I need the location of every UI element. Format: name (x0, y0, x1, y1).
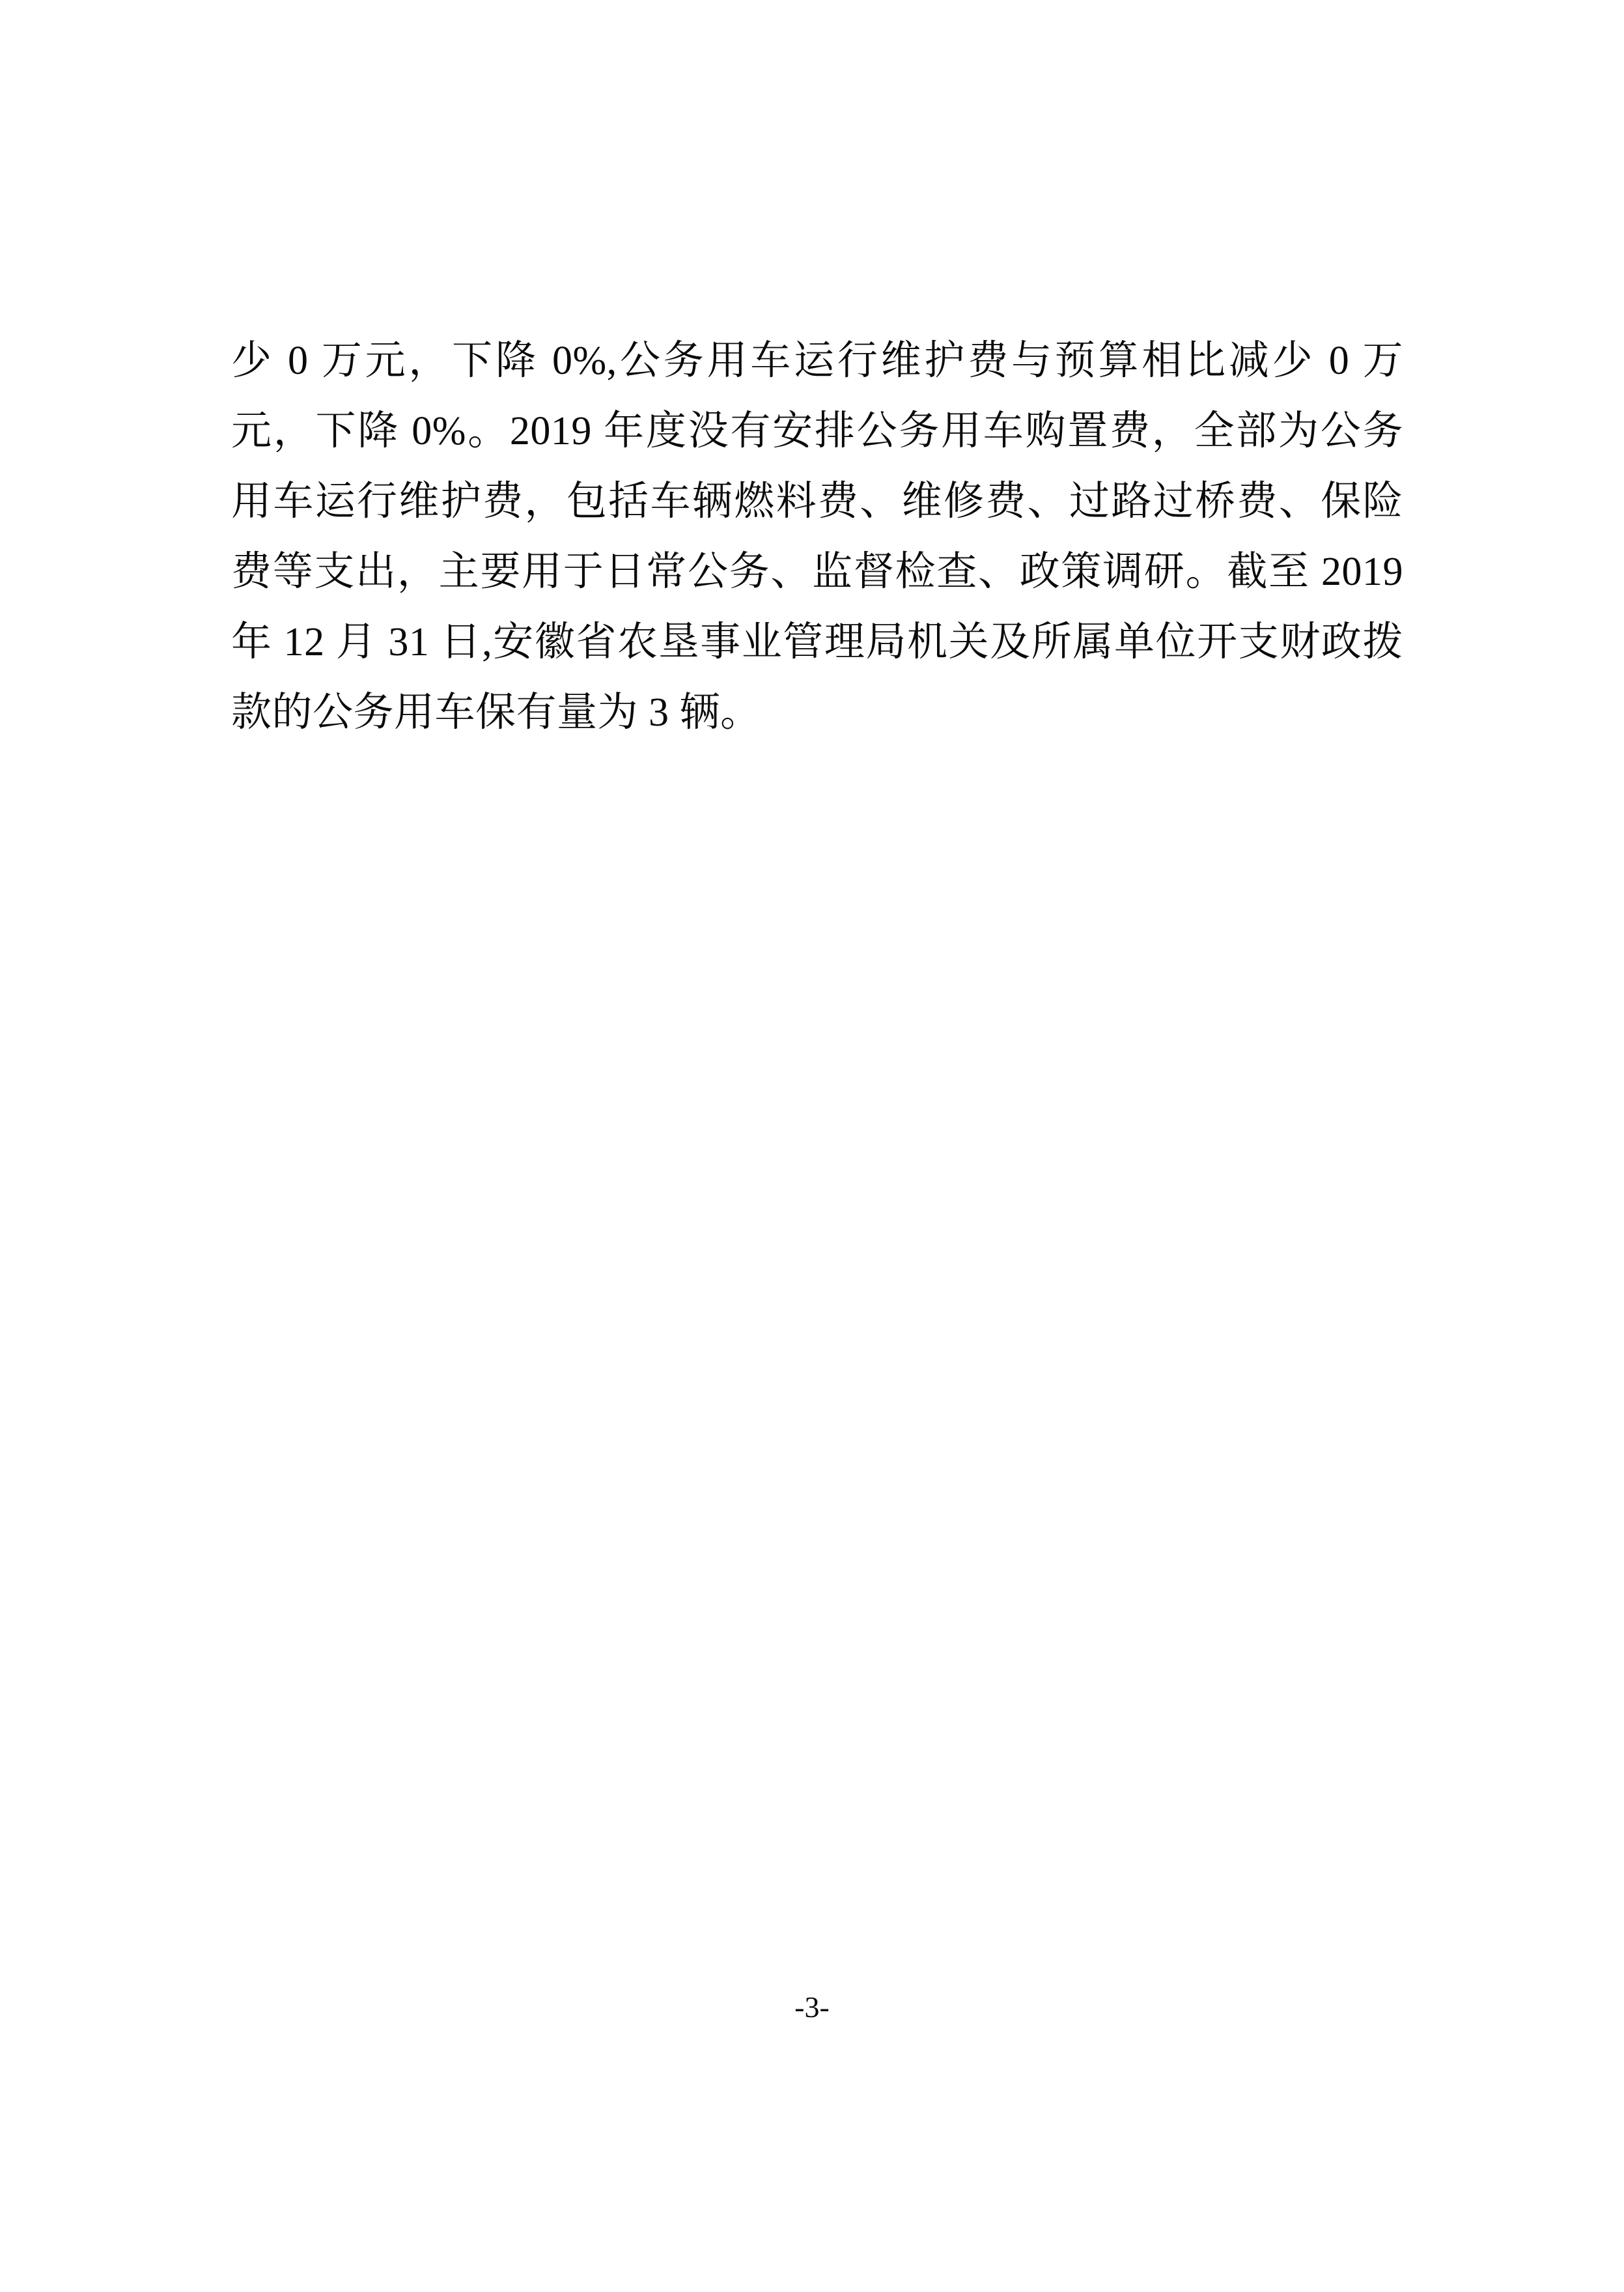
body-paragraph: 少 0 万元，下降 0%,公务用车运行维护费与预算相比减少 0 万元，下降 0%。2019 年度没有安排公务用车购置费，全部为公务用车运行维护费，包括车辆燃料费、维修费、过路过桥费、保险费等支出，主要用于日常公务、监督检查、政策调研。截至 2019 年 12 月 31 日,安徽省农垦事业管理局机关及所属单位开支财政拨款的公务用车保有量为 3 辆。 (231, 339, 1403, 735)
page-number: -3- (794, 1990, 830, 2024)
body-text-block (231, 326, 1403, 748)
